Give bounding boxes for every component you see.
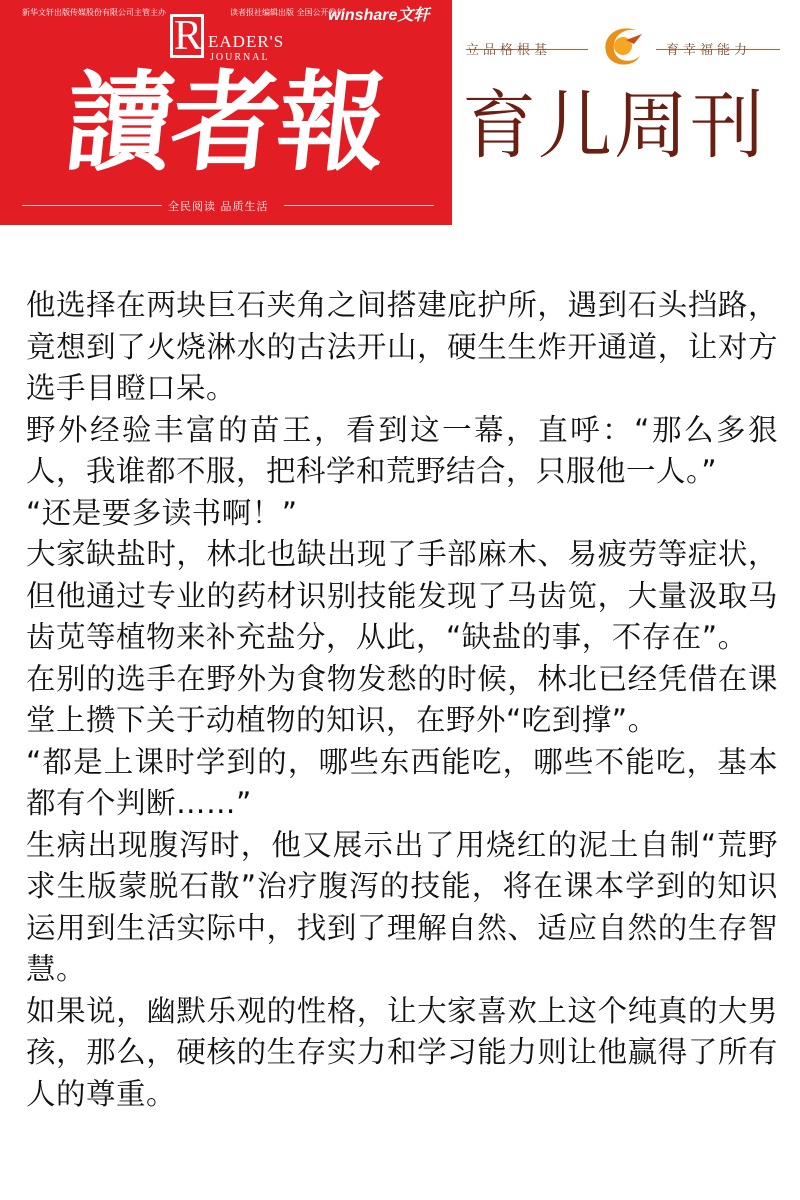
winshare-logo: winshare文轩	[328, 7, 430, 24]
readers-journal-subname: JOURNAL	[210, 52, 270, 63]
paragraph: “都是上课时学到的，哪些东西能吃，哪些不能吃，基本都有个判断……”	[26, 744, 778, 820]
masthead-block	[0, 0, 452, 225]
readers-journal-initial: R	[174, 13, 203, 59]
distribution-note: 读者报社编辑出版 全国公开发行	[230, 8, 345, 17]
page-header	[0, 0, 800, 225]
tagline-right: 育幸福能力	[666, 43, 752, 58]
masthead-calligraphy: 讀者報	[59, 60, 391, 186]
paragraph: 野外经验丰富的苗王，看到这一幕，直呼：“那么多狠人，我谁都不服，把科学和荒野结合，只服他一人。”	[26, 412, 778, 488]
publisher-note: 新华文轩出版传媒股份有限公司主管主办	[22, 8, 166, 17]
paragraph: “还是要多读书啊！”	[26, 495, 298, 530]
paragraph: 他选择在两块巨石夹角之间搭建庇护所，遇到石头挡路，竟想到了火烧淋水的古法开山，硬生生炸开通道，让对方选手目瞪口呆。	[26, 288, 778, 405]
article-body	[26, 285, 778, 1115]
readers-journal-name: EADER'S	[208, 32, 285, 51]
sun-swirl-logo-icon	[596, 22, 648, 70]
tagline-left: 立品格根基	[466, 43, 552, 58]
paragraph: 大家缺盐时，林北也缺出现了手部麻木、易疲劳等症状，但他通过专业的药材识别技能发现了马齿笕，大量汲取马齿苋等植物来补充盐分，从此，“缺盐的事，不存在”。	[26, 537, 778, 654]
paragraph: 如果说，幽默乐观的性格，让大家喜欢上这个纯真的大男孩，那么，硬核的生存实力和学习能力则让他赢得了所有人的尊重。	[26, 993, 778, 1111]
slogan-divider-left	[22, 205, 162, 206]
paragraph: 在别的选手在野外为食物发愁的时候，林北已经凭借在课堂上攒下关于动植物的知识，在野外“吃到撑”。	[26, 661, 778, 737]
masthead-slogan: 全民阅读 品质生活	[168, 200, 269, 213]
supplement-title: 育儿周刊	[462, 83, 766, 169]
paragraph: 生病出现腹泻时，他又展示出了用烧红的泥土自制“荒野求生版蒙脱石散”治疗腹泻的技能，将在课本学到的知识运用到生活实际中，找到了理解自然、适应自然的生存智慧。	[26, 827, 778, 986]
slogan-divider-right	[284, 205, 434, 206]
